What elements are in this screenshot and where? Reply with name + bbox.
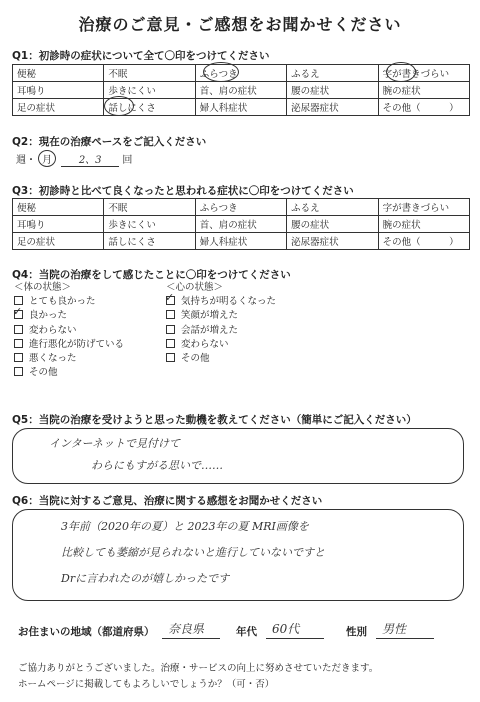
- q4-body-option[interactable]: [14, 338, 124, 352]
- q3-cell[interactable]: 耳鳴り: [13, 216, 104, 233]
- q4-mind-option[interactable]: [166, 324, 276, 338]
- checkbox-checked[interactable]: [165, 291, 175, 305]
- q1-cell[interactable]: 耳鳴り: [13, 82, 104, 99]
- q6-answer-box[interactable]: [12, 509, 464, 601]
- check-mark-icon: ✓: [13, 305, 23, 319]
- q4-body-option[interactable]: [14, 366, 124, 380]
- q1-cell[interactable]: 不眠: [104, 65, 195, 82]
- option-label: 良かった: [29, 310, 68, 322]
- age-label: 年代: [236, 626, 257, 638]
- q3-cell[interactable]: 話しにくさ: [104, 233, 195, 250]
- q1-cell[interactable]: 腕の症状: [378, 82, 469, 99]
- selection-circle-mark: [386, 62, 416, 82]
- q2-label: Q2：現在の治療ペースをご記入ください: [12, 136, 207, 148]
- option-label: 進行悪化が防げている: [29, 338, 125, 350]
- q6-answer-line: Drに言われたのが嬉しかったです: [61, 572, 230, 585]
- q3-cell[interactable]: 泌尿器症状: [287, 233, 378, 250]
- checkbox[interactable]: [14, 296, 23, 305]
- option-label: 変わらない: [29, 324, 77, 336]
- q1-cell[interactable]: その他（ ）: [378, 99, 469, 116]
- q4-mind-option[interactable]: [166, 352, 276, 366]
- q4-options: [13, 281, 464, 379]
- q1-cell[interactable]: ふるえ: [287, 65, 378, 82]
- q5-label: Q5：当院の治療を受けようと思った動機を教えてください（簡単にご記入ください）: [12, 414, 417, 426]
- checkbox[interactable]: [166, 353, 175, 362]
- option-label: 変わらない: [181, 338, 229, 350]
- checkbox[interactable]: [14, 367, 23, 376]
- q4-mind-option[interactable]: [165, 291, 277, 309]
- q3-cell[interactable]: 首、肩の症状: [195, 216, 286, 233]
- q1-label: Q1：初診時の症状について全て〇印をつけてください: [12, 50, 270, 62]
- q3-cell[interactable]: 腰の症状: [287, 216, 378, 233]
- option-label: 気持ちが明るくなった: [181, 296, 277, 307]
- q3-cell[interactable]: 歩きにくい: [104, 216, 195, 233]
- q5-answer-line: わらにもすがる思いで……: [91, 459, 223, 472]
- q3-cell[interactable]: ふるえ: [287, 199, 378, 216]
- q5-answer-box[interactable]: [12, 428, 464, 484]
- q1-cell[interactable]: 腰の症状: [287, 82, 378, 99]
- q1-cell[interactable]: 話しにくさ: [104, 99, 195, 116]
- sex-value[interactable]: 男性: [382, 622, 407, 636]
- checkbox[interactable]: [166, 339, 175, 348]
- q3-cell[interactable]: 足の症状: [13, 233, 104, 250]
- q2-count: 2、3: [61, 151, 119, 167]
- q1-cell[interactable]: 便秘: [13, 65, 104, 82]
- age-value[interactable]: 60代: [272, 622, 300, 636]
- q1-cell[interactable]: 歩きにくい: [104, 82, 195, 99]
- q4-label: Q4：当院の治療をして感じたことに〇印をつけてください: [12, 269, 291, 281]
- page-title: 治療のご意見・ご感想をお聞かせください: [78, 15, 402, 34]
- checkbox[interactable]: [14, 339, 23, 348]
- q2-prefix: 週・: [16, 155, 36, 166]
- check-mark-icon: ✓: [165, 291, 175, 304]
- region-underline: [162, 638, 220, 639]
- q4-body-option[interactable]: [14, 352, 124, 366]
- q3-symptom-table: [12, 198, 470, 250]
- q3-cell[interactable]: 腕の症状: [378, 216, 469, 233]
- footer-thanks: ご協力ありがとうございました。治療・サービスの向上に努めさせていただきます。: [18, 663, 379, 674]
- option-label: 悪くなった: [29, 353, 77, 365]
- selection-circle-mark: [203, 62, 239, 82]
- q1-cell[interactable]: 足の症状: [13, 99, 104, 116]
- checkbox[interactable]: [14, 325, 23, 334]
- q3-label: Q3：初診時と比べて良くなったと思われる症状に〇印をつけてください: [12, 185, 354, 197]
- q4-body-header: ＜体の状態＞: [14, 282, 72, 293]
- option-label: とても良かった: [29, 296, 96, 307]
- sex-label: 性別: [346, 626, 367, 638]
- q4-mind-option[interactable]: [166, 338, 276, 352]
- q6-answer-line: 比較しても萎縮が見られないと進行していないですと: [61, 546, 325, 559]
- q4-mind-option[interactable]: [166, 309, 276, 323]
- q4-body-option[interactable]: [13, 305, 124, 323]
- q1-cell[interactable]: ふらつき: [195, 65, 286, 82]
- q3-cell[interactable]: 字が書きづらい: [378, 199, 469, 216]
- footer-permission: ホームページに掲載してもよろしいでしょうか？（可・否）: [18, 679, 275, 690]
- q3-cell[interactable]: その他（ ）: [378, 233, 469, 250]
- option-label: その他: [29, 367, 58, 379]
- q4-body-column: [14, 281, 124, 381]
- q2-suffix: 回: [122, 155, 133, 166]
- q3-cell[interactable]: 婦人科症状: [195, 233, 286, 250]
- q6-answer-line: 3年前（2020年の夏）と 2023年の夏 MRI画像を: [61, 520, 309, 533]
- q3-cell[interactable]: ふらつき: [195, 199, 286, 216]
- checkbox[interactable]: [166, 310, 175, 319]
- age-underline: [266, 638, 324, 639]
- option-label: その他: [181, 353, 210, 365]
- option-label: 会話が増えた: [181, 324, 239, 336]
- q4-mind-column: [166, 281, 276, 366]
- q2-pace-line: [16, 150, 132, 167]
- q3-cell[interactable]: 便秘: [13, 199, 104, 216]
- checkbox-checked[interactable]: [13, 305, 23, 319]
- q3-cell[interactable]: 不眠: [104, 199, 195, 216]
- option-label: 笑顔が増えた: [181, 310, 239, 322]
- q4-mind-header: ＜心の状態＞: [166, 282, 224, 293]
- region-label: お住まいの地域（都道府県）: [18, 626, 155, 638]
- q4-body-option[interactable]: [14, 295, 124, 309]
- q2-month: 月: [38, 150, 56, 167]
- q4-body-option[interactable]: [14, 324, 124, 338]
- q5-answer-line: インターネットで見付けて: [49, 437, 181, 450]
- q6-label: Q6：当院に対するご意見、治療に関する感想をお聞かせください: [12, 495, 323, 507]
- checkbox[interactable]: [14, 353, 23, 362]
- q1-cell[interactable]: 首、肩の症状: [195, 82, 286, 99]
- q1-cell[interactable]: 字が書きづらい: [378, 65, 469, 82]
- q1-cell[interactable]: 泌尿器症状: [287, 99, 378, 116]
- sex-underline: [376, 638, 434, 639]
- checkbox[interactable]: [166, 325, 175, 334]
- selection-circle-mark: [104, 96, 134, 116]
- q1-cell[interactable]: 婦人科症状: [195, 99, 286, 116]
- region-value[interactable]: 奈良県: [168, 622, 205, 636]
